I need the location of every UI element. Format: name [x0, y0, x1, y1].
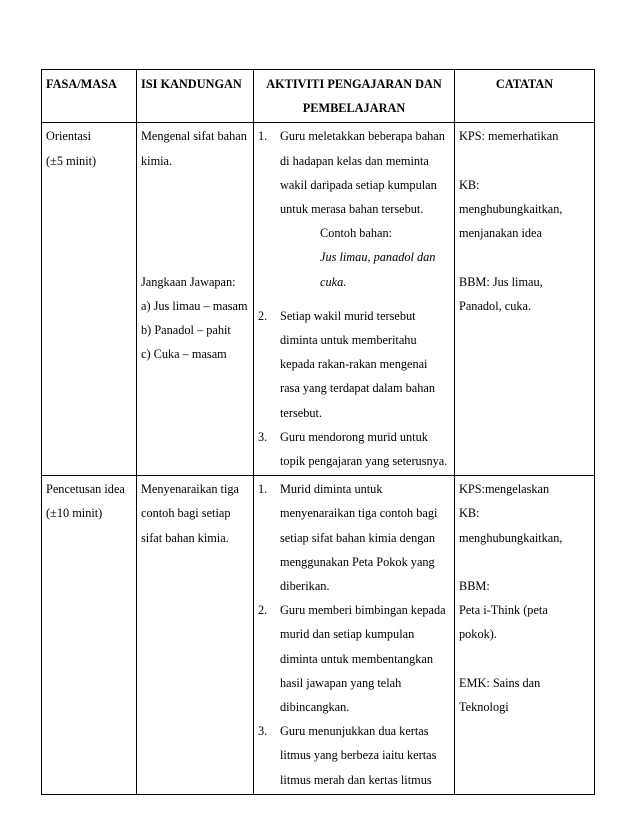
jangkaan-item: a) Jus limau – masam	[141, 299, 248, 314]
cell-fasa	[42, 123, 137, 476]
example-items: Jus limau, panadol dan cuka.	[320, 250, 436, 289]
activity-text: Guru memberi bimbingan kepada murid dan setiap kumpulan diminta untuk membentangkan hasil jawapan yang telah dibincangkan.	[280, 603, 446, 715]
lesson-plan-table	[41, 69, 595, 795]
activity-text: Murid diminta untuk menyenaraikan tiga contoh bagi setiap sifat bahan kimia dengan menggunakan Peta Pokok yang diberikan.	[280, 482, 438, 594]
activity-number: 3.	[258, 429, 268, 444]
catatan-line: menjanakan idea	[459, 226, 542, 241]
catatan-line	[459, 149, 590, 173]
activity-item	[258, 425, 450, 473]
cell-catatan	[455, 123, 595, 476]
header-fasa: FASA/MASA	[42, 70, 137, 123]
activity-item	[258, 124, 450, 303]
activity-item	[258, 598, 450, 719]
catatan-line: pokok).	[459, 627, 497, 642]
table-row	[42, 476, 595, 795]
activity-item	[258, 477, 450, 598]
example-label: Contoh bahan:	[320, 226, 393, 241]
catatan-line: menghubungkaitkan,	[459, 202, 563, 216]
isi-spacer	[141, 173, 249, 270]
activity-text: Guru meletakkan beberapa bahan di hadapan kelas dan meminta wakil daripada setiap kumpulan untuk merasa bahan tersebut.	[280, 129, 445, 217]
isi-text: Mengenal sifat bahan kimia.	[141, 129, 247, 168]
catatan-line: Peta i-Think (peta	[459, 603, 548, 618]
activity-list	[258, 477, 450, 792]
activity-gap	[280, 294, 450, 304]
cell-catatan	[455, 476, 595, 795]
catatan-line: KPS:mengelaskan	[459, 482, 550, 497]
fasa-text: Orientasi (±5 minit)	[46, 129, 97, 168]
activity-text: Setiap wakil murid tersebut diminta untuk memberitahu kepada rakan-rakan mengenai rasa yang terdapat dalam bahan tersebut.	[280, 308, 436, 420]
activity-number: 2.	[258, 603, 268, 618]
header-row	[42, 70, 595, 123]
activity-text: Guru menunjukkan dua kertas litmus yang berbeza iaitu kertas litmus merah dan kertas litmus	[280, 724, 437, 787]
catatan-line: BBM:	[459, 579, 490, 594]
table-row	[42, 123, 595, 476]
catatan-line	[459, 245, 590, 269]
activity-text: Guru mendorong murid untuk topik pengajaran yang seterusnya.	[280, 429, 448, 469]
header-isi: ISI KANDUNGAN	[137, 70, 254, 123]
catatan-line: KB:	[459, 506, 480, 521]
catatan-line	[459, 550, 590, 574]
header-catatan: CATATAN	[455, 70, 595, 123]
activity-item	[258, 719, 450, 792]
header-aktiviti: AKTIVITI PENGAJARAN DAN PEMBELAJARAN	[254, 70, 455, 123]
catatan-line: Teknologi	[459, 700, 509, 715]
cell-aktiviti	[254, 476, 455, 795]
activity-number: 2.	[258, 308, 268, 323]
catatan-line: menghubungkaitkan,	[459, 530, 563, 545]
jangkaan-item: b) Panadol – pahit	[141, 323, 231, 338]
catatan-line: KPS: memerhatikan	[459, 129, 559, 144]
cell-fasa	[42, 476, 137, 795]
activity-number: 3.	[258, 724, 268, 739]
cell-isi	[137, 123, 254, 476]
catatan-line: BBM: Jus limau,	[459, 274, 543, 289]
catatan-line: EMK: Sains dan	[459, 675, 541, 690]
catatan-line: Panadol, cuka.	[459, 298, 532, 313]
jangkaan-item: c) Cuka – masam	[141, 347, 227, 362]
activity-number: 1.	[258, 482, 268, 497]
activity-list	[258, 124, 450, 473]
cell-aktiviti	[254, 123, 455, 476]
fasa-text: Pencetusan idea (±10 minit)	[46, 482, 125, 521]
activity-item	[258, 304, 450, 425]
catatan-line	[459, 647, 590, 671]
catatan-line: KB:	[459, 177, 480, 192]
cell-isi	[137, 476, 254, 795]
isi-text: Menyenaraikan tiga contoh bagi setiap sifat bahan kimia.	[141, 482, 239, 545]
activity-number: 1.	[258, 129, 268, 144]
jangkaan-label: Jangkaan Jawapan:	[141, 274, 236, 289]
